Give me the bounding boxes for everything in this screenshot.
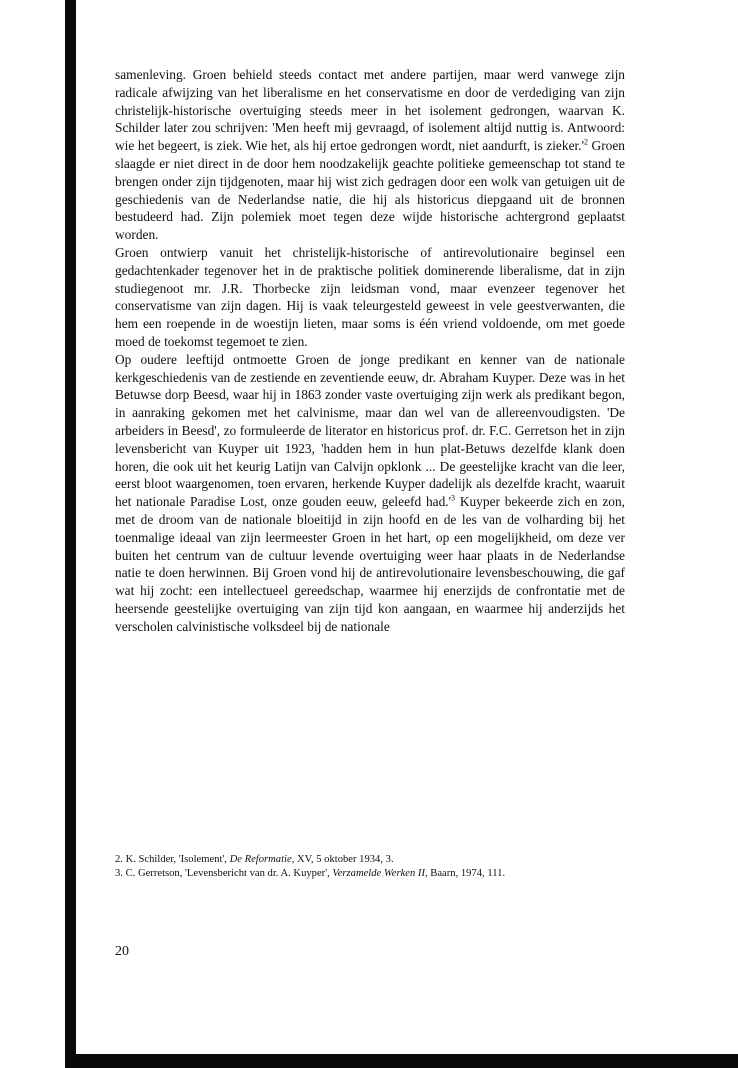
text-run: 2. K. Schilder, 'Isolement',: [115, 854, 230, 865]
footnotes: [115, 853, 625, 881]
footnote: [115, 867, 625, 881]
text-run: Groen slaagde er niet direct in de door hem noodzakelijk geachte politieke gemeenschap tot stand te brengen onder zijn tijdgenoten, maar hij wist zich gedragen door een wolk van getuigen uit de geschiedenis van de Nederlandse natie, die hij als historicus diepgaand uit de bronnen bestudeerd had. Zijn polemiek moet tegen deze wijde historische achtergrond geplaatst worden.: [115, 138, 626, 243]
page-number: 20: [115, 944, 129, 959]
body-text: [115, 66, 625, 636]
text-run: , XV, 5 oktober 1934, 3.: [291, 854, 394, 865]
footnote: [115, 853, 625, 867]
footnote-ref: 2: [584, 137, 588, 147]
text-run: Kuyper bekeerde zich en zon, met de droom van de nationale bloeitijd in zijn hoofd en de les van de volharding bij het toenmalige ideaal van zijn leermeester Groen in het hart, op een mogelijkheid, om deze ver buiten het centrum van de cultuur levende overtuiging weer haar plaats in de Nederlandse natie te doen herwinnen. Bij Groen vond hij de antirevolutionaire levensbeschouwing, die gaf wat hij zocht: een intellectueel gereedschap, waarmee hij enerzijds de confrontatie met de heersende geestelijke overtuiging van zijn tijd kon aangaan, en waarmee hij anderzijds het verscholen calvinistische volksdeel bij de nationale: [115, 494, 625, 634]
italic-title: Verzamelde Werken II: [332, 868, 425, 879]
text-run: samenleving. Groen behield steeds contact met andere partijen, maar werd vanwege zijn radicale afwijzing van het liberalisme en het conservatisme en door de verdediging van zijn christelijk-historische overtuiging steeds meer in het isolement gedrongen, waarvan K. Schilder later zou schrijven: 'Men heeft mij gevraagd, of isolement altijd nuttig is. Antwoord: wie het begeert, is ziek. Wie het, als hij ertoe gedrongen wordt, niet aandurft, is zieker.': [115, 67, 625, 154]
paragraph: [115, 351, 625, 636]
paragraph: [115, 66, 625, 244]
paragraph: [115, 244, 625, 351]
text-run: Op oudere leeftijd ontmoette Groen de jonge predikant en kenner van de nationale kerkgeschiedenis van de zestiende en zeventiende eeuw, dr. Abraham Kuyper. Deze was in het Betuwse dorp Beesd, waar hij in 1863 zonder vaste overtuiging zijn werk als predikant begon, in aanraking gekomen met het calvinisme, maar dan wel van de allereenvoudigsten. 'De arbeiders in Beesd', zo formuleerde de literator en historicus prof. dr. F.C. Gerretson het in zijn levensbericht van Kuyper uit 1923, 'hadden hem in hun plat-Betuws dezelfde klank doen horen, die ook uit het keurig Latijn van Calvijn opklonk ... De geestelijke kracht van die leer, eerst bloot waargenomen, toen ervaren, herkende Kuyper dadelijk als dezelfde kracht, waaruit het nationale Paradise Lost, onze gouden eeuw, geleefd had.': [115, 351, 625, 510]
text-run: 3. C. Gerretson, 'Levensbericht van dr. A. Kuyper',: [115, 868, 333, 879]
scan-border-bottom: [65, 1054, 738, 1068]
text-run: Groen ontwierp vanuit het christelijk-historische of antirevolutionaire beginsel een gedachtenkader tegenover het in de praktische politiek dominerende liberalisme, dat in zijn studiegenoot mr. J.R. Thorbecke zijn leidsman vond, maar evenzeer tegenover het conservatisme van zijn dagen. Hij is vaak teleurgesteld geweest in vele geestverwanten, die hem een roepende in de woestijn lieten, maar soms is één vriend voldoende, om met goede moed de toekomst tegemoet te zien.: [115, 244, 625, 349]
text-run: , Baarn, 1974, 111.: [424, 868, 506, 879]
footnote-ref: 3: [451, 493, 456, 503]
italic-title: De Reformatie: [229, 854, 292, 865]
scan-border-left: [65, 0, 76, 1068]
